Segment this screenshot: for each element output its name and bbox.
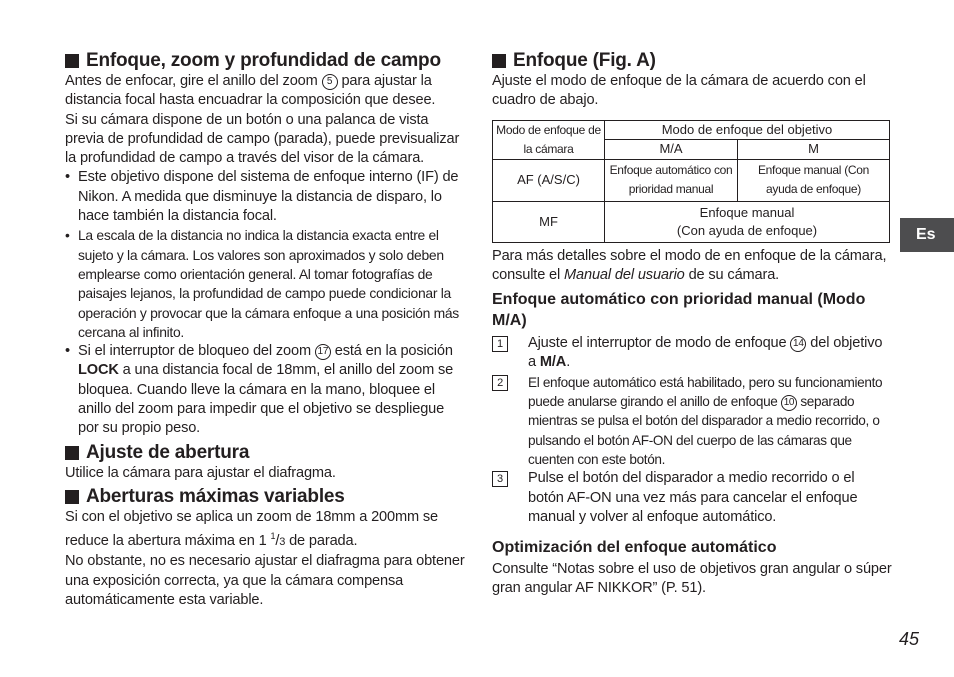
max-aperture-paragraph-2: No obstante, no es necesario ajustar el diafragma para obtener una exposición correcta, ya que la cámara compensa automáticamente esta variable. [65, 553, 465, 608]
heading-aperture: Ajuste de abertura [65, 442, 465, 464]
heading-focus-zoom: Enfoque, zoom y profundidad de campo [65, 50, 465, 72]
part-number-17-icon: 17 [315, 344, 331, 360]
left-column [65, 50, 465, 610]
details-paragraph: Para más detalles sobre el modo de en enfoque de la cámara, consulte el Manual del usuario de su cámara. [492, 247, 887, 283]
step-1: 1 Ajuste el interruptor de modo de enfoque 14 del objetivo a M/A. [492, 334, 892, 373]
step-number-3: 3 [492, 471, 508, 487]
aperture-paragraph: Utilice la cámara para ajustar el diafragma. [65, 464, 336, 481]
af-optimization-paragraph: Consulte “Notas sobre el uso de objetivos gran angular o súper gran angular AF NIKKOR” (P. 51). [492, 561, 892, 597]
heading-ma-mode: Enfoque automático con prioridad manual (Modo M/A) [492, 291, 866, 330]
part-number-10-icon: 10 [781, 395, 797, 411]
table-col-ma: M/A [605, 140, 738, 160]
table-row-af-label: AF (A/S/C) [493, 159, 605, 201]
step-number-2: 2 [492, 375, 508, 391]
focus-paragraph-2: Si su cámara dispone de un botón o una palanca de vista previa de profundidad de campo (parada), puede previsualizar la profundidad de campo a través del visor de la cámara. [65, 111, 460, 167]
step-number-1: 1 [492, 336, 508, 352]
table-cell-mf-value: Enfoque manual (Con ayuda de enfoque) [605, 201, 890, 242]
table-cell-af-m: Enfoque manual (Con ayuda de enfoque) [738, 159, 890, 201]
focus-bullet-list [65, 168, 465, 438]
focus-mode-table [492, 120, 890, 243]
part-number-14-icon: 14 [790, 336, 806, 352]
part-number-5-icon: 5 [322, 74, 338, 90]
square-bullet-icon [65, 446, 79, 460]
heading-max-apertures: Aberturas máximas variables [65, 486, 465, 508]
bullet-zoom-lock: • Si el interruptor de bloqueo del zoom 17 está en la posición LOCK a una distancia focal de 18mm, el anillo del zoom se bloquea. Cuando lleve la cámara en la mano, bloquee el anillo del zoom para impedir que el objetivo se despliegue por su propio peso. [65, 342, 465, 438]
heading-af-optimization: Optimización del enfoque automático [492, 539, 777, 557]
focus-intro-paragraph: Ajuste el modo de enfoque de la cámara de acuerdo con el cuadro de abajo. [492, 73, 866, 109]
table-cell-af-ma: Enfoque automático con prioridad manual [605, 159, 738, 201]
ma-steps-list [492, 334, 892, 527]
page-number: 45 [899, 629, 920, 649]
max-aperture-paragraph-1: Si con el objetivo se aplica un zoom de 18mm a 200mm se reduce la abertura máxima en 1 $^1$/3 de parada. [65, 508, 439, 550]
square-bullet-icon [492, 54, 506, 68]
square-bullet-icon [65, 54, 79, 68]
bullet-internal-focus: • Este objetivo dispone del sistema de enfoque interno (IF) de Nikon. A medida que disminuye la distancia de disparo, lo hace también la distancia focal. [65, 168, 465, 226]
square-bullet-icon [65, 490, 79, 504]
table-row-mf-label: MF [493, 201, 605, 242]
step-2: 2 El enfoque automático está habilitado, pero su funcionamiento puede anularse girando el anillo de enfoque 10 separado mientras se pulsa el botón del disparador a medio recorrido, o pulsando el botón AF-ON del cuerpo de las cámaras que cuenten con este botón. [492, 373, 892, 469]
language-tab: Es [900, 218, 954, 252]
table-header-lens-mode: Modo de enfoque del objetivo [605, 120, 890, 140]
focus-paragraph-1: Antes de enfocar, gire el anillo del zoom 5 para ajustar la distancia focal hasta encuadrar la composición que desee. [65, 73, 436, 109]
table-col-m: M [738, 140, 890, 160]
step-3: 3 Pulse el botón del disparador a medio recorrido o el botón AF-ON una vez más para cancelar el enfoque manual y volver al enfoque automático. [492, 469, 892, 527]
table-header-camera-mode: Modo de enfoque de la cámara [493, 120, 605, 159]
heading-focus-fig: Enfoque (Fig. A) [492, 50, 892, 72]
right-column [492, 50, 892, 599]
bullet-distance-scale: • La escala de la distancia no indica la distancia exacta entre el sujeto y la cámara. Los valores son aproximados y solo deben emplearse como orientación general. Al tomar fotografías de paisajes lejanos, la profundidad de campo puede condicionar la operación y provocar que la cámara enfoque a una posición más cercana al infinito. [65, 226, 465, 342]
